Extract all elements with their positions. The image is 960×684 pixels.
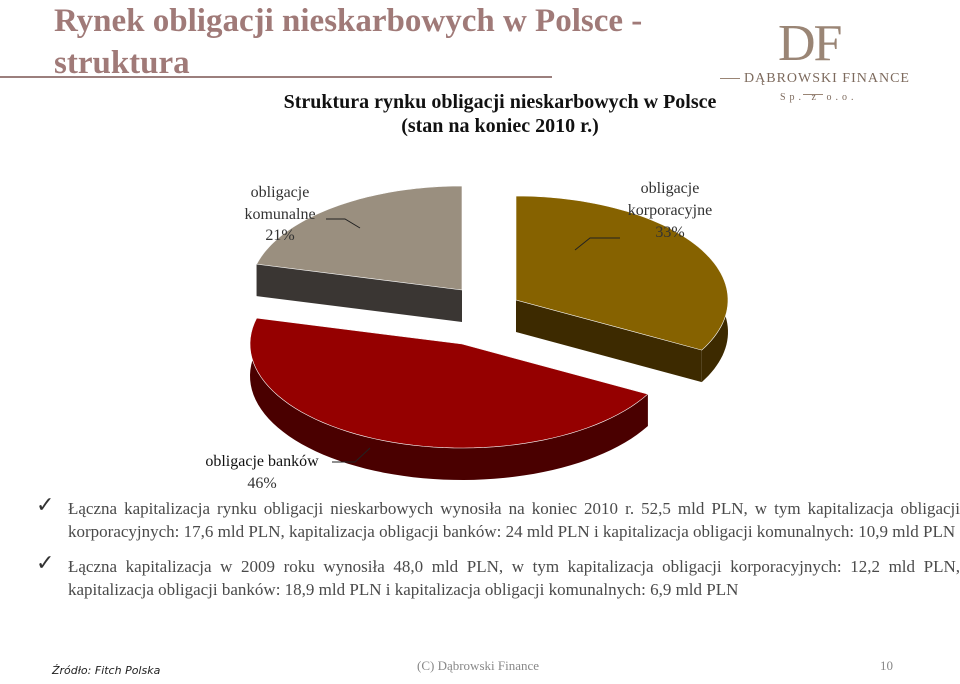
bullet-list [36,493,960,613]
chart-title-line-1: Struktura rynku obligacji nieskarbowych w Polsce [283,91,717,113]
check-icon: ✓ [36,551,55,576]
bullet-item [36,493,960,543]
source-note: Źródło: Fitch Polska [52,664,161,677]
page-number: 10 [880,658,893,673]
slice-label: komunalne [244,206,316,223]
slide-title: Rynek obligacji nieskarbowych w Polsce - struktura [54,3,643,81]
slice-value: 21% [265,227,295,244]
slice-label: obligacje [250,184,310,201]
footer-copyright: (C) Dąbrowski Finance [416,658,540,673]
slice-label: obligacje [640,180,700,197]
chart-title-line-2: (stan na koniec 2010 r.) [401,115,599,137]
logo-subtitle: Sp. z o.o. [780,92,858,103]
logo-name: DĄBROWSKI FINANCE [744,71,910,86]
check-icon: ✓ [36,493,55,518]
logo-mark: DF [778,15,841,72]
bullet-item [36,551,960,601]
slice-value: 33% [655,224,685,241]
slice-value: 46% [247,475,277,492]
pie-slice [516,196,728,382]
bullet-text: Łączna kapitalizacja w 2009 roku wynosiła 48,0 mld PLN, w tym kapitalizacja obligacji korporacyjnych: 12,2 mld PLN, kapitalizacja obligacji banków: 18,9 mld PLN i kapitalizacja obligacji komunalnych: 6,9 mld PLN [68,557,960,599]
slice-label: obligacje banków [205,453,319,470]
bullet-text: Łączna kapitalizacja rynku obligacji nieskarbowych wynosiła na koniec 2010 r. 52,5 mld PLN, w tym kapitalizacja obligacji korporacyjnych: 17,6 mld PLN, kapitalizacja obligacji banków: 24 mld PLN i kapitalizacja obligacji komunalnych: 10,9 mld PLN [68,499,960,541]
slice-label: korporacyjne [627,202,713,219]
